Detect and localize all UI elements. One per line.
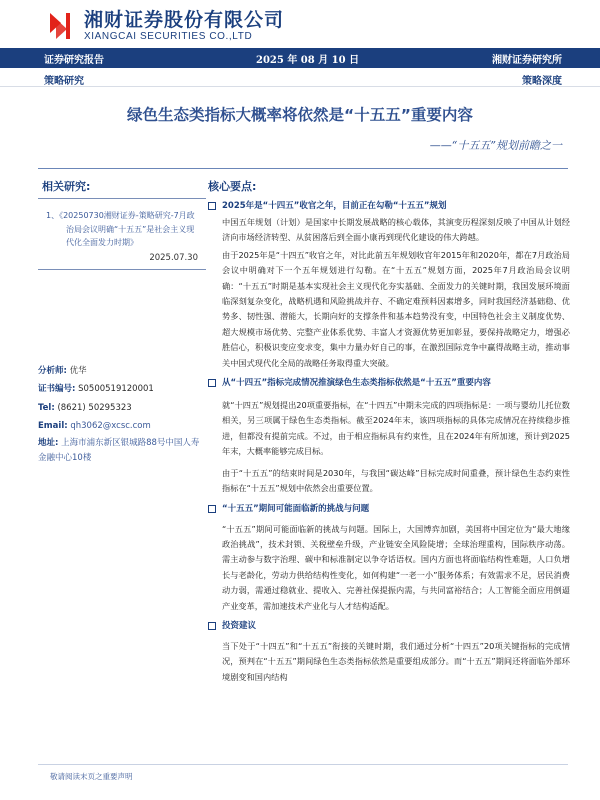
report-header-bar [0,48,600,68]
related-research-date: 2025.07.30 [149,252,198,263]
checkbox-bullet-icon [208,379,216,387]
main-content [208,172,570,685]
analyst-info [38,362,206,466]
section-heading: 2025年是“十四五”收官之年，目前正在勾勒“十五五”规划 [208,200,570,213]
sidebar-divider [38,269,206,270]
email-label: Email: [38,421,68,431]
paragraph: 中国五年规划（计划）是国家中长期发展战略的核心载体，其演变历程深刻反映了中国从计划经济向市场经济转型、从贫困落后到全面小康再到现代化建设的伟大跨越。 [222,217,570,243]
core-points-heading: 核心要点: [208,180,257,193]
company-name-en: XIANGCAI SECURITIES CO.,LTD [84,31,253,42]
analyst-label: 分析师: [38,365,67,376]
report-date: 2025 年 08 月 10 日 [256,55,360,66]
report-depth: 策略深度 [522,76,562,87]
section-heading: 投资建议 [208,620,570,633]
phone-value: (8621) 50295323 [57,402,132,413]
company-name-cn: 湘财证券股份有限公司 [84,9,285,31]
footer-disclaimer: 敬请阅读末页之重要声明 [50,772,133,781]
address-value: 上海市浦东新区银城路88号中国人寿金融中心10楼 [38,437,200,463]
page-subtitle: ——“十五五”规划前瞻之一 [429,139,562,152]
cert-value: S0500519120001 [78,384,154,394]
report-category-bar [0,69,600,87]
cert-label: 证书编号: [38,384,76,394]
company-logo-icon [44,9,78,43]
email-link[interactable]: qh3062@xcsc.com [70,421,151,431]
related-research-heading: 相关研究: [38,172,206,199]
company-logo [44,6,284,46]
footer-divider [38,764,568,765]
report-type: 证券研究报告 [44,55,104,66]
checkbox-bullet-icon [208,202,216,210]
checkbox-bullet-icon [208,622,216,630]
paragraph: 由于2025年是“十四五”收官之年，对比此前五年规划收官年2015年和2020年，都在7月政治局会议中明确对下一个五年规划进行勾勒。在“十五五”规划方面，2025年7月政治局会议明确：“十五五”时期是基本实现社会主义现代化夯实基础、全面发力的关键时期，我国发展环境面临深刻复杂变化，战略机遇和风险挑战并存、不确定难预料因素增多，同时我国经济基础稳、优势多、韧性强、潜能大，长期向好的支撑条件和基本趋势没有变，中国特色社会主义制度优势、超大规模市场优势、完整产业体系优势、丰富人才资源优势更加彰显，要保持战略定力，增强必胜信心，积极识变应变求变，集中力量办好自己的事，在激烈国际竞争中赢得战略主动，推动事关中国式现代化全局的战略任务取得重大突破。 [222,249,570,368]
section-heading: 从“十四五”指标完成情况推演绿色生态类指标依然是“十五五”重要内容 [208,377,570,390]
title-divider [38,168,568,169]
paragraph: “十五五”期间可能面临新的挑战与问题。国际上，大国博弈加剧，美国将中国定位为“最大地缘政治挑战”，技术封锁、关税壁垒升级，产业链安全风险陡增；全球治理重构，国际秩序动荡。需主动参与数字治理、碳中和标准制定以争夺话语权。国内方面也将面临结构性难题，人口负增长与老龄化，劳动力供给结构性变化，如何构建“一老一小”服务体系；有效需求不足，居民消费动力弱，需通过稳就业、提收入、完善社保提振内需，与共同富裕结合；人工智能全面应用倒逼产业变革，需加速技术产业化与人才结构适配。 [222,523,570,611]
checkbox-bullet-icon [208,505,216,513]
related-research-link[interactable]: 1、《20250730湘财证券-策略研究-7月政治局会议明确“十五五”是社会主义现代化全面发力时期》 [46,211,195,247]
paragraph: 由于“十五五”的结束时间是2030年，与我国“碳达峰”目标完成时间重叠，预计绿色生态约束性指标在“十五五”规划中依然会出重要位置。 [222,467,570,494]
institute-name: 湘财证券研究所 [492,55,562,66]
address-label: 地址: [38,437,59,448]
page-title: 绿色生态类指标大概率将依然是“十五五”重要内容 [127,106,473,124]
paragraph: 当下处于“十四五”和“十五五”衔接的关键时期，我们通过分析“十四五”20项关键指标的完成情况，预判在“十五五”期间绿色生态类指标依然是重要组成部分。而“十五五”期间还将面临外部环境剧变和国内结构 [222,640,570,682]
sidebar [38,172,206,466]
paragraph: 就“十四五”规划提出20项重要指标，在“十四五”中期未完成的四项指标是：一项与婴幼儿托位数相关，另三项属于绿色生态类指标。截至2024年末，该四项指标的具体完成情况在持续稳步推进，但都没有提前完成。不过，由于相应指标具有约束性，且在2024年有所加速，预计到2025年末，大概率能够完成目标。 [222,400,570,457]
section-heading: “十五五”期间可能面临新的挑战与问题 [208,503,570,516]
phone-label: Tel: [38,402,55,413]
analyst-name: 优华 [69,365,87,376]
report-category: 策略研究 [44,76,84,87]
